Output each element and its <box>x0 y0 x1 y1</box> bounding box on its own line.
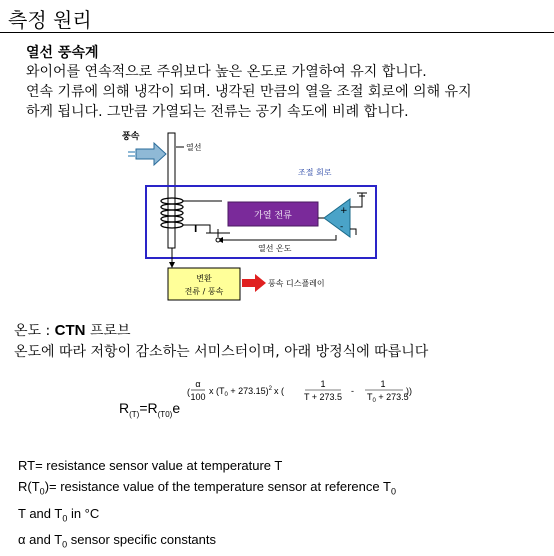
probe-tube <box>168 133 175 248</box>
definition-constants: α and $T_0$ sensor specific constants <box>18 532 217 550</box>
svg-text:-: - <box>340 222 344 232</box>
resistance-formula <box>115 375 445 429</box>
anemometer-diagram <box>110 125 390 309</box>
svg-text:100: 100 <box>190 392 206 402</box>
control-circuit-label: 조절 회로 <box>298 168 332 177</box>
definition-rt0: $R(T_0)=$ resistance value of the temperature sensor at reference $T_0$ <box>18 479 396 497</box>
amplifier-icon <box>324 199 350 237</box>
svg-text:I: I <box>194 225 198 235</box>
probe-title <box>14 320 131 340</box>
svg-text:-: - <box>351 386 354 396</box>
svg-text:R(T)=R(T0)e: $R_{(T)}=R_{(T0)}e$ <box>119 400 181 419</box>
wind-arrow-icon <box>128 143 166 165</box>
svg-text:T + 273.5: T + 273.5 <box>303 392 343 402</box>
section-paragraph <box>26 62 548 122</box>
svg-text:)): )) <box>406 386 412 396</box>
paragraph-line-1: 와이어를 연속적으로 주위보다 높은 온도로 가열하여 유지 합니다. <box>26 64 427 80</box>
wire-temp-label: 열선 온도 <box>258 244 292 253</box>
svg-text:(: ( <box>187 387 190 397</box>
wire-label: 열선 <box>186 143 202 152</box>
svg-text:T0 + 273.5: $T_0 + 273.5$ <box>367 392 409 404</box>
definition-units: T and $T_0$ in °C <box>18 505 100 524</box>
probe-prefix: 온도 : <box>14 323 55 339</box>
display-arrow-icon <box>242 274 266 292</box>
paragraph-line-2: 연속 기류에 의해 냉각이 되며. 냉각된 만큼의 열을 조절 회로에 의해 유지 <box>26 84 472 100</box>
svg-text:α: α <box>195 379 201 389</box>
title-divider <box>0 32 554 33</box>
svg-text:x (T0 + 273.15)2x (: x $(T_0 + 273.15)^2$ x ( <box>209 386 284 398</box>
display-label: 풍속 디스플레이 <box>268 279 325 288</box>
probe-name: CTN <box>54 322 86 339</box>
svg-text:1: 1 <box>380 379 386 389</box>
wind-label: 풍속 <box>122 132 140 142</box>
convert-label-2: 전류 / 풍속 <box>184 287 224 296</box>
definitions-list <box>18 455 396 556</box>
probe-description: 온도에 따라 저항이 감소하는 서미스터이며, 아래 방정식에 따릅니다 <box>14 344 429 360</box>
page-title: 측정 원리 <box>8 8 92 32</box>
probe-suffix: 프로브 <box>85 323 131 339</box>
convert-label-1: 변환 <box>196 274 212 283</box>
svg-text:1: 1 <box>320 379 326 389</box>
section-heading: 열선 풍속계 <box>26 45 99 61</box>
heating-current-label: 가열 전류 <box>254 211 292 221</box>
paragraph-line-3: 하게 됩니다. 그만큼 가열되는 전류는 공기 속도에 비례 합니다. <box>26 104 409 120</box>
svg-text:+: + <box>340 206 348 216</box>
definition-rt: RT= resistance sensor value at temperature T <box>18 458 283 473</box>
